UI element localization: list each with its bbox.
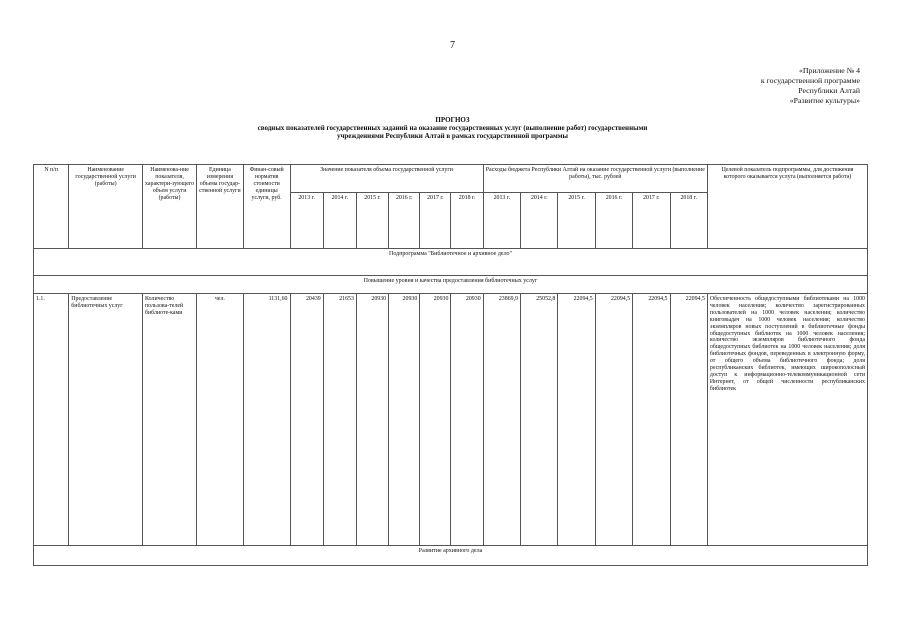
header-volume-year: 2013 г.: [290, 193, 323, 249]
row-unit: чел.: [197, 294, 244, 546]
row-num: 1.1.: [34, 294, 69, 546]
objective-row: Повышение уровня и качества предоставления библиотечных услуг: [34, 276, 868, 294]
header-expense-year: 2016 г.: [595, 193, 632, 249]
appendix-note: [761, 66, 860, 106]
archive-section-row: Развитие архивного дела: [34, 546, 868, 566]
header-volume-year: 2017 г.: [420, 193, 451, 249]
row-indicator: Количество пользова-телей библиоте-ками: [143, 294, 197, 546]
header-num: N п/п: [34, 165, 69, 249]
appendix-line: «Развитие культуры»: [789, 96, 860, 105]
document-subtitle: сводных показателей государственных заданий на оказание государственных услуг (выполнение работ) государственными: [257, 124, 648, 132]
row-expense: 22094,5: [670, 294, 707, 546]
row-target: Обеспеченность общедоступными библиотеками на 1000 человек населения; количество зарегистрированных пользователей на 1000 человек населения; количество книговыдач на 1000 человек населения; количество экземпляров новых поступлений в библиотечные фонды общедоступных библиотек на 1000 человек населения; количество экземпляров библиотечного фонда общедоступных библиотек на 1000 человек населения; доля библиотечных фондов, переведенных в электронную форму, от общего объема библиотечного фонда; доля республиканских библиотек, имеющих широкополосный доступ к информационно-телекоммуникационной сети Интернет, от общей численности республиканских библиотек: [707, 294, 867, 546]
header-expense-year: 2014 г.: [521, 193, 558, 249]
header-expense-year: 2017 г.: [633, 193, 670, 249]
header-service-name: Наименование государственной услуги (работы): [69, 165, 143, 249]
header-target: Целевой показатель подпрограммы, для достижения которого оказывается услуга (выполняется работа): [707, 165, 867, 249]
appendix-line: Республики Алтай: [798, 86, 860, 95]
row-volume: 20930: [451, 294, 483, 546]
header-expense-group: Расходы бюджета Республики Алтай на оказание государственной услуги (выполнение работы), тыс. рублей: [483, 165, 707, 193]
row-expense: 22094,5: [558, 294, 595, 546]
row-service: Предоставление библиотечных услуг: [69, 294, 143, 546]
header-expense-year: 2015 г.: [558, 193, 595, 249]
row-norm: 1131,60: [243, 294, 290, 546]
header-expense-year: 2013 г.: [483, 193, 520, 249]
row-volume: 21653: [323, 294, 356, 546]
page-number: 7: [450, 40, 455, 51]
row-volume: 20439: [290, 294, 323, 546]
document-heading: [0, 116, 905, 140]
header-volume-year: 2014 г.: [323, 193, 356, 249]
header-volume-year: 2015 г.: [356, 193, 388, 249]
appendix-line: к государственной программе: [760, 76, 860, 85]
subprogram-row: Подпрограмма "Библиотечное и архивное дело": [34, 249, 868, 276]
document-subtitle: учреждениями Республики Алтай в рамках государственной программы: [336, 132, 569, 140]
appendix-line: «Приложение № 4: [799, 66, 860, 75]
header-indicator-name: Наименова-ние показателя, характери-зующего объем услуги (работы): [143, 165, 197, 249]
header-expense-year: 2018 г.: [670, 193, 707, 249]
forecast-table: [33, 164, 868, 566]
header-volume-group: Значение показателя объема государственной услуги: [290, 165, 483, 193]
row-volume: 20930: [420, 294, 451, 546]
row-expense: 25052,8: [521, 294, 558, 546]
header-volume-year: 2018 г.: [451, 193, 483, 249]
document-title: ПРОГНОЗ: [435, 116, 470, 124]
header-norm: Финан-совый норматив стоимости единицы услуги, руб.: [243, 165, 290, 249]
row-volume: 20930: [356, 294, 388, 546]
row-expense: 22094,5: [633, 294, 670, 546]
header-volume-year: 2016 г.: [389, 193, 420, 249]
row-expense: 23869,9: [483, 294, 520, 546]
row-volume: 20930: [389, 294, 420, 546]
header-unit: Единица измерения объема государ-ственной услуги: [197, 165, 244, 249]
row-expense: 22094,5: [595, 294, 632, 546]
